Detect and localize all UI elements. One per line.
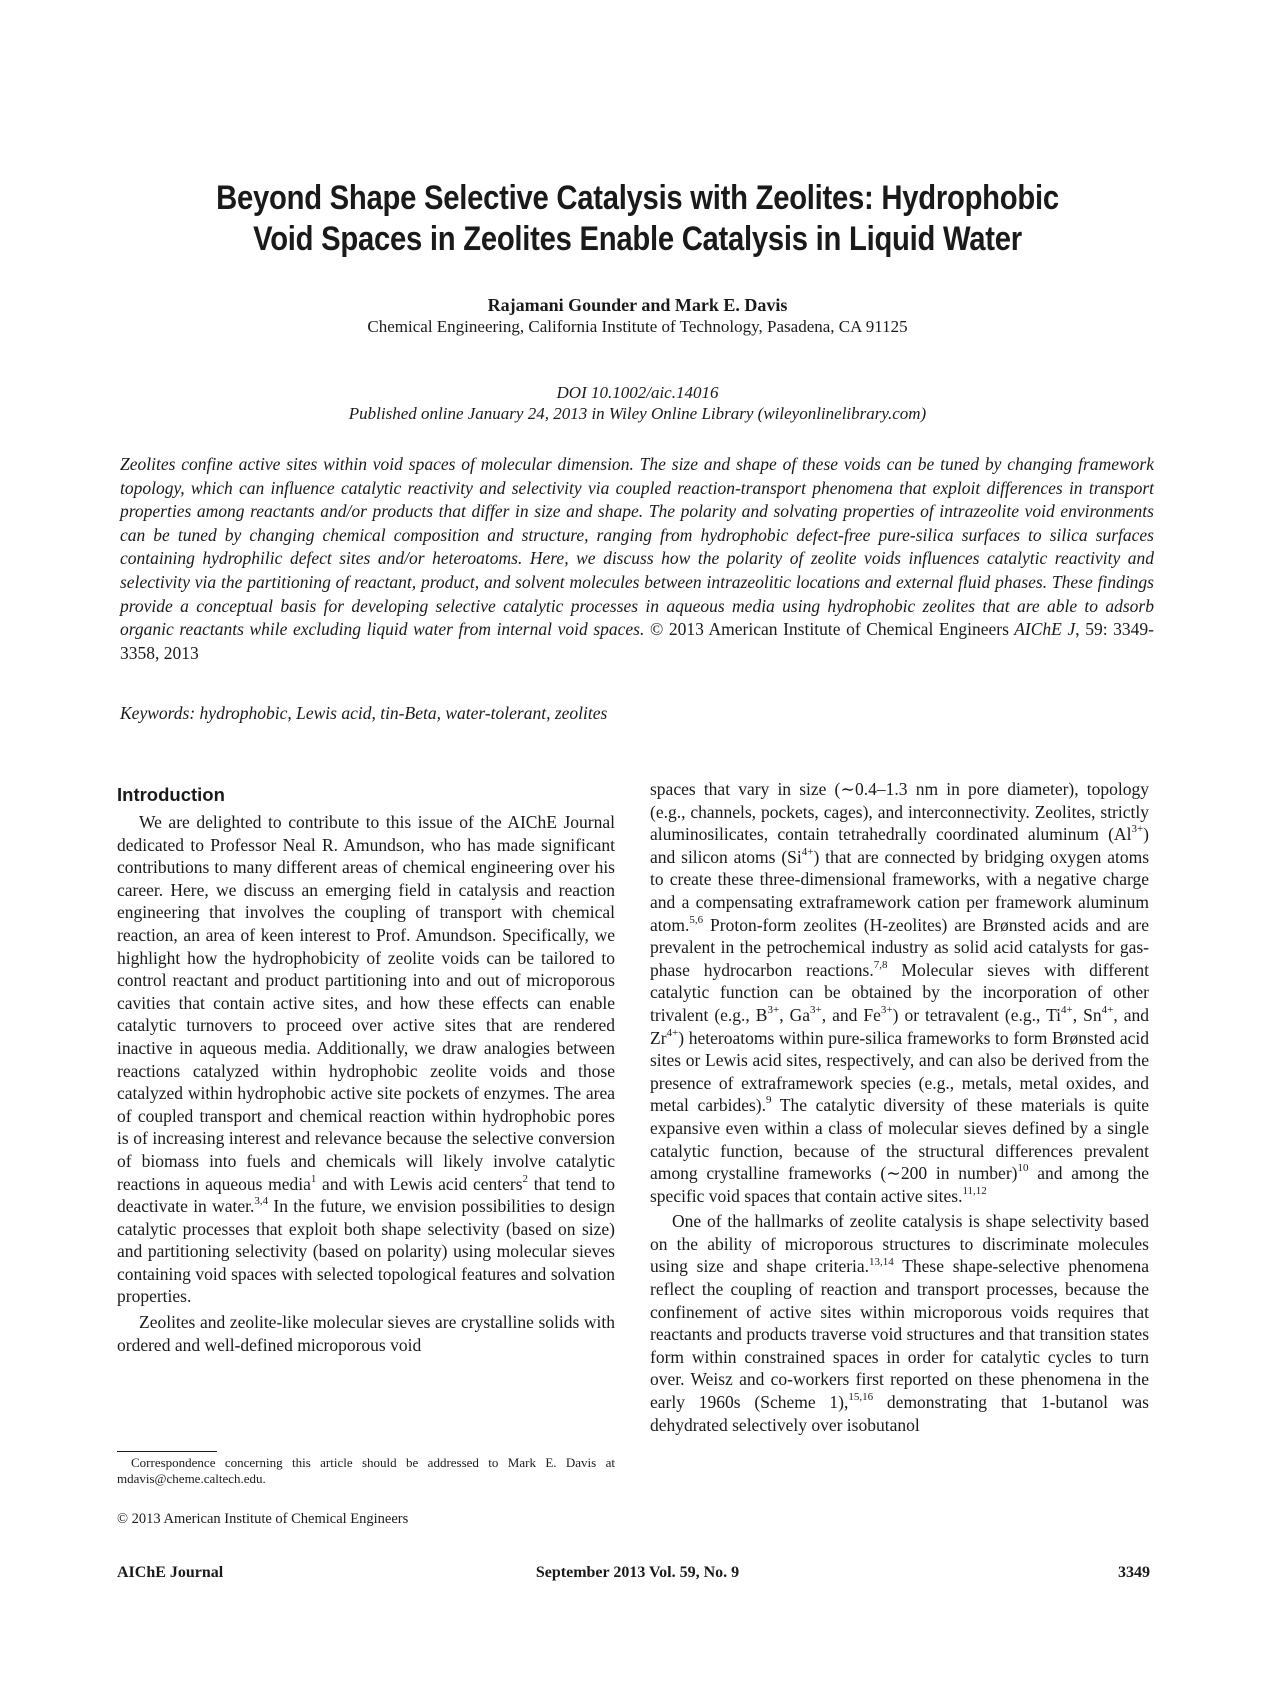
citation-ref[interactable]: 10 [1017,1162,1029,1175]
left-column [117,783,615,1356]
citation-ref[interactable]: 1 [310,1172,317,1185]
title-line-1: Beyond Shape Selective Catalysis with Zeolites: Hydrophobic [216,179,1059,217]
abstract [120,453,1154,665]
citation-ref[interactable]: 2 [522,1172,529,1185]
citation-ref[interactable]: 13,14 [869,1255,894,1268]
right-paragraph-2: One of the hallmarks of zeolite catalysis is shape selectivity based on the ability of microporous structures to discriminate molecules using size and shape criteria.$^{13,14}$ These shape-selective phenomena reflect the coupling of reaction and transport processes, because the confinement of active sites within microporous voids requires that reactants and products traverse void structures and that transition states form within constrained spaces in order for catalytic cycles to turn over. Weisz and co-workers first reported on these phenomena in the early 1960s (Scheme 1),$^{15,16}$ demonstrating that 1-butanol was dehydrated selectively over isobutanol [650,1211,1149,1435]
article-title [175,178,1100,260]
intro-paragraph-1: We are delighted to contribute to this issue of the AIChE Journal dedicated to Professor Neal R. Amundson, who has made significant contributions to many different areas of chemical engineering over his career. Here, we discuss an emerging field in catalysis and reaction engineering that involves the coupling of transport with chemical reaction, an area of keen interest to Prof. Amundson. Specifically, we highlight how the hydrophobicity of zeolite voids can be tailored to control reactant and product partitioning into and out of microporous cavities that contain active sites, and how these effects can enable catalytic turnovers to proceed over active sites that are rendered inactive in aqueous media. Additionally, we draw analogies between reactions catalyzed within hydrophobic zeolite voids and those catalyzed within hydrophobic active site pockets of enzymes. The area of coupled transport and chemical reaction within hydrophobic pores is of increasing interest and relevance because the selective conversion of biomass into fuels and chemicals will likely involve catalytic reactions in aqueous media$^1$ and with Lewis acid centers$^2$ that tend to deactivate in water.$^{3,4}$ In the future, we envision possibilities to design catalytic processes that exploit both shape selectivity (based on size) and partitioning selectivity (based on polarity) using molecular sieves containing void spaces with selected topological features and solvation properties. [117,812,616,1307]
doi[interactable]: DOI 10.1002/aic.14016 [556,383,719,402]
abstract-copyright: © 2013 American Institute of Chemical Engineers [649,619,1009,640]
section-heading-introduction: Introduction [117,784,225,805]
keywords: Keywords: hydrophobic, Lewis acid, tin-Beta, water-tolerant, zeolites [120,703,608,723]
title-line-2: Void Spaces in Zeolites Enable Catalysis in Liquid Water [253,220,1022,258]
footnote-divider [117,1451,217,1452]
authors: Rajamani Gounder and Mark E. Davis [487,295,788,315]
citation-ref[interactable]: 9 [765,1094,772,1107]
citation-ref[interactable]: 11,12 [962,1184,987,1197]
footer-issue: September 2013 Vol. 59, No. 9 [535,1564,740,1581]
citation-ref[interactable]: 5,6 [689,913,704,926]
abstract-text: Zeolites confine active sites within void spaces of molecular dimension. The size and shape of these voids can be tuned by changing framework topology, which can influence catalytic reactivity and selectivity via coupled reaction-transport phenomena that exploit differences in transport properties among reactants and/or products that differ in size and shape. The polarity and solvating properties of intrazeolite void environments can be tuned by changing chemical composition and structure, ranging from hydrophobic defect-free pure-silica surfaces to silica surfaces containing hydrophilic defect sites and/or heteroatoms. Here, we discuss how the polarity of zeolite voids influences catalytic reactivity and selectivity via the partitioning of reactant, product, and solvent molecules between intrazeolitic locations and external fluid phases. These findings provide a conceptual basis for developing selective catalytic processes in aqueous media using hydrophobic zeolites that are able to adsorb organic reactants while excluding liquid water from internal void spaces. [120,454,1154,640]
publication-info: Published online January 24, 2013 in Wiley Online Library (wileyonlinelibrary.com) [348,404,927,423]
abstract-citation: , 59: 3349-3358, 2013 [120,619,1154,663]
intro-paragraph-2: Zeolites and zeolite-like molecular sieves are crystalline solids with ordered and well-defined microporous void [117,1312,615,1355]
copyright-notice: © 2013 American Institute of Chemical Engineers [117,1511,409,1527]
correspondence-footnote: Correspondence concerning this article should be addressed to Mark E. Davis at mdavis@cheme.caltech.edu. [117,1455,615,1486]
footer-journal: AIChE Journal [117,1564,224,1581]
affiliation: Chemical Engineering, California Institute of Technology, Pasadena, CA 91125 [367,317,908,336]
citation-ref[interactable]: 7,8 [873,958,888,971]
abstract-journal: AIChE J [1014,619,1076,640]
right-paragraph-1: spaces that vary in size (∼0.4–1.3 nm in pore diameter), topology (e.g., channels, pockets, cages), and interconnectivity. Zeolites, strictly aluminosilicates, contain tetrahedrally coordinated aluminum $(Al^{3+})$ and silicon atoms $(Si^{4+})$ that are connected by bridging oxygen atoms to create these three-dimensional frameworks, with a negative charge and a compensating extraframework cation per framework aluminum atom.$^{5,6}$ Proton-form zeolites (H-zeolites) are Brønsted acids and are prevalent in the petrochemical industry as solid acid catalysts for gas-phase hydrocarbon reactions.$^{7,8}$ Molecular sieves with different catalytic function can be obtained by the incorporation of other trivalent (e.g., $B^{3+}$, $Ga^{3+}$, and $Fe^{3+}$) or tetravalent (e.g., $Ti^{4+}$, $Sn^{4+}$, and $Zr^{4+}$) heteroatoms within pure-silica frameworks to form Brønsted acid sites or Lewis acid sites, respectively, and can also be derived from the presence of extraframework species (e.g., metals, metal oxides, and metal carbides).$^9$ The catalytic diversity of these materials is quite expansive even within a class of molecular sieves defined by a single catalytic function, because of the structural differences prevalent among crystalline frameworks (∼200 in number)$^{10}$ and among the specific void spaces that contain active sites.$^{11,12}$ [650,779,1150,1206]
footer-page-number: 3349 [1118,1564,1150,1581]
citation-ref[interactable]: 3,4 [254,1195,269,1208]
right-column [650,778,1149,1436]
citation-ref[interactable]: 15,16 [848,1391,874,1404]
